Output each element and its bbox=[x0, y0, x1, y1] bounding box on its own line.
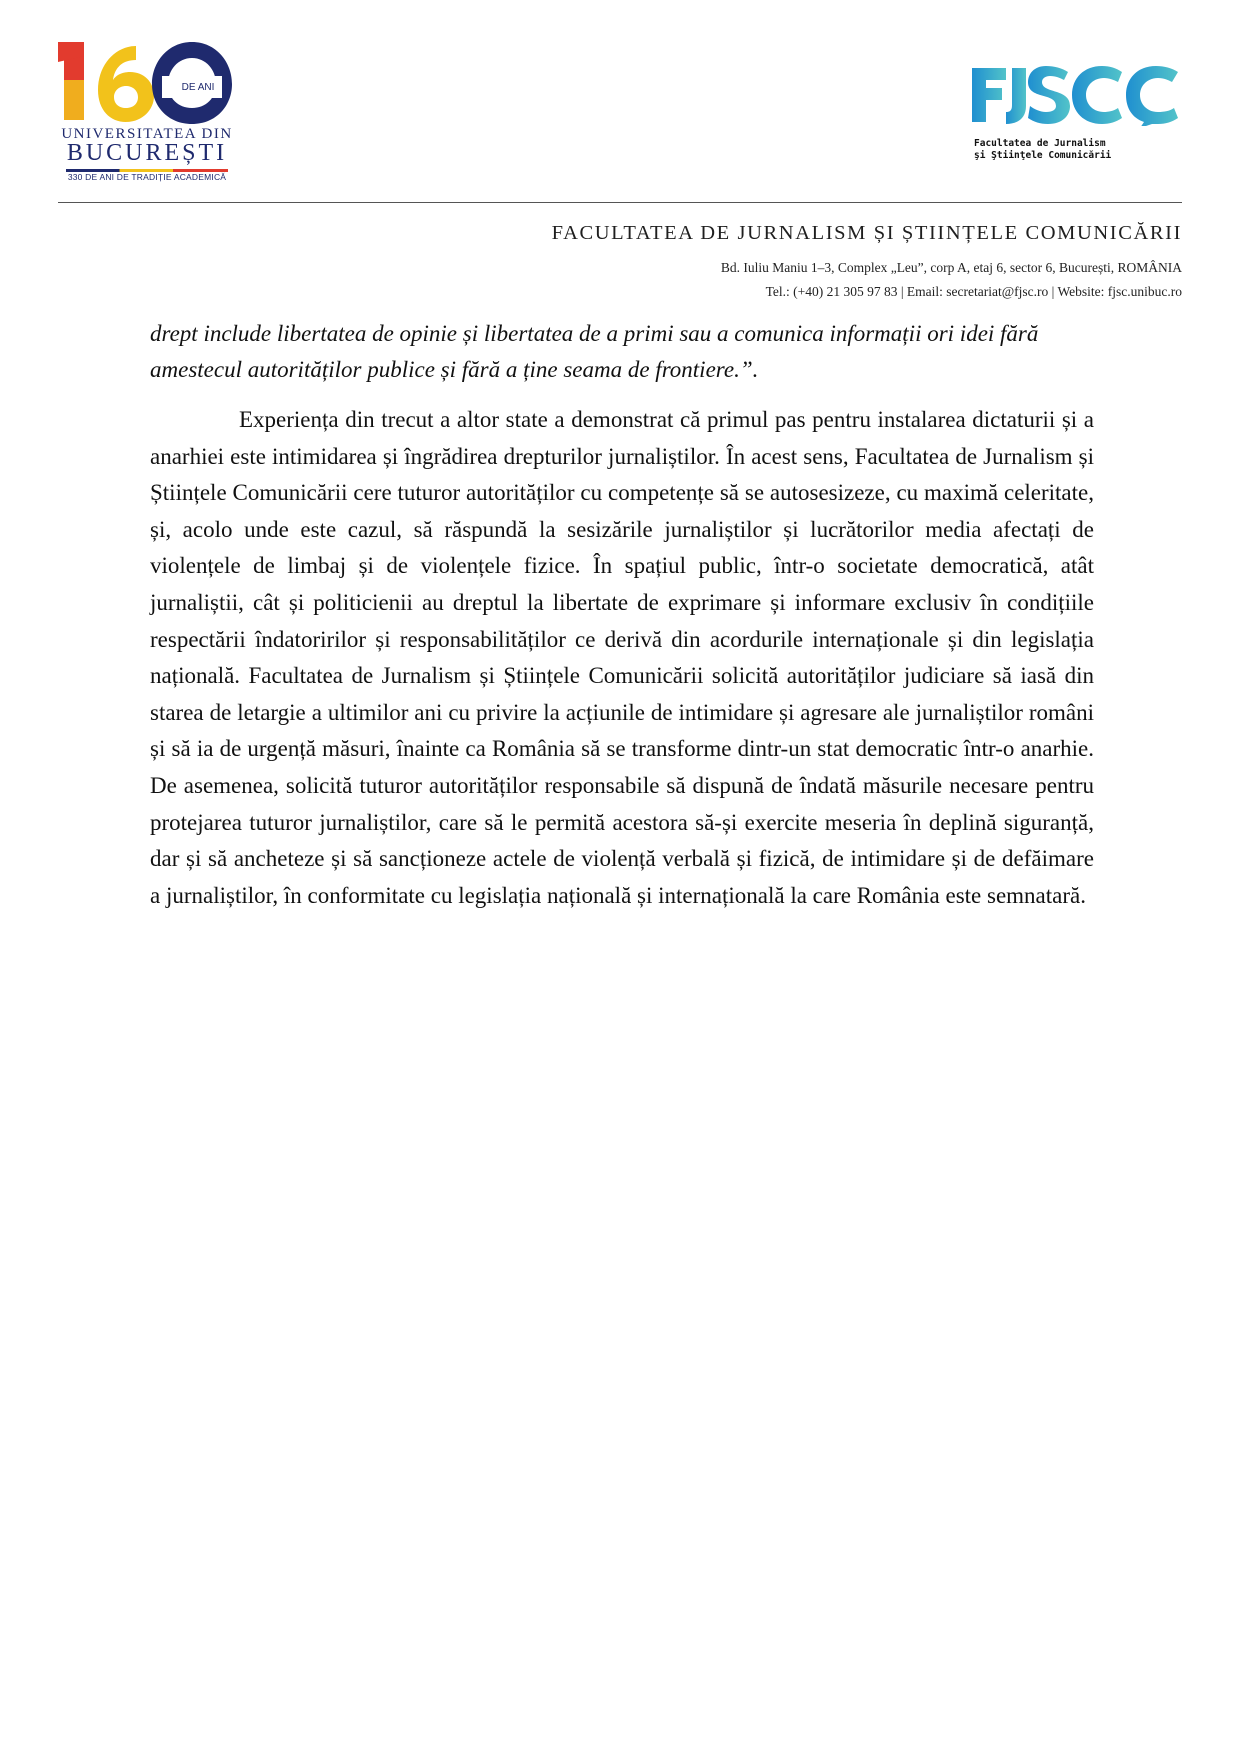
logo-university-line1: UNIVERSITATEA DIN bbox=[61, 126, 233, 142]
fjsc-logo bbox=[972, 66, 1182, 166]
quote-continuation: drept include libertatea de opinie și libertatea de a primi sau a comunica informații ori idei fără amestecul autorităților publice și fără a ține seama de frontiere.”. bbox=[150, 321, 1039, 382]
faculty-contact: Tel.: (+40) 21 305 97 83 | Email: secretariat@fjsc.ro | Website: fjsc.unibuc.ro bbox=[765, 284, 1182, 299]
fjsc-caption-line1: Facultatea de Jurnalism bbox=[974, 138, 1106, 149]
faculty-title: FACULTATEA DE JURNALISM ȘI ȘTIINȚELE COMUNICĂRII bbox=[551, 222, 1182, 244]
university-logo bbox=[58, 38, 236, 188]
logo-tagline: 330 DE ANI DE TRADIȚIE ACADEMICĂ bbox=[67, 172, 227, 182]
fjsc-wordmark-graphic bbox=[972, 66, 1182, 126]
logo-de-ani-badge: DE ANI bbox=[181, 82, 215, 93]
fjsc-caption-line2: şi Ştiinţele Comunicării bbox=[974, 150, 1112, 161]
fjsc-caption bbox=[974, 138, 1111, 162]
faculty-address: Bd. Iuliu Maniu 1–3, Complex „Leu”, corp A, etaj 6, sector 6, București, ROMÂNIA bbox=[720, 260, 1182, 275]
main-paragraph: Experiența din trecut a altor state a demonstrat că primul pas pentru instalarea dictaturii și a anarhiei este intimidarea și îngrădirea drepturilor jurnaliștilor. În acest sens, Facultatea de Jurnalism și Științele Comunicării cere tuturor autorităților cu competențe să se autosesizeze, cu maximă celeritate, și, acolo unde este cazul, să răspundă la sesizările jurnaliștilor și lucrătorilor media afectați de violențele de limbaj și de violențele fizice. În spațiul public, într-o societate democratică, atât jurnaliștii, cât și politicienii au dreptul la libertate de exprimare și informare exclusiv în condițiile respectării îndatoririlor și responsabilităților ce derivă din acordurile internaționale și din legislația națională. Facultatea de Jurnalism și Științele Comunicării solicită autorităților judiciare să iasă din starea de letargie a ultimilor ani cu privire la acțiunile de intimidare și agresare ale jurnaliștilor români și să ia de urgență măsuri, înainte ca România să se transforme dintr-un stat democratic într-o anarhie. De asemenea, solicită tuturor autorităților responsabile să dispună de îndată măsurile necesare pentru protejarea tuturor jurnaliștilor, care să le permită acestora să-și exercite meseria în deplină siguranță, dar și să ancheteze și să sancționeze actele de violență verbală și fizică, de intimidare și de defăimare a jurnaliștilor, în conformitate cu legislația națională și internațională la care România este semnatară. bbox=[150, 407, 1094, 908]
document-body bbox=[150, 316, 1094, 914]
logo-university-line2: BUCUREȘTI bbox=[66, 140, 228, 166]
header-divider bbox=[58, 202, 1182, 203]
